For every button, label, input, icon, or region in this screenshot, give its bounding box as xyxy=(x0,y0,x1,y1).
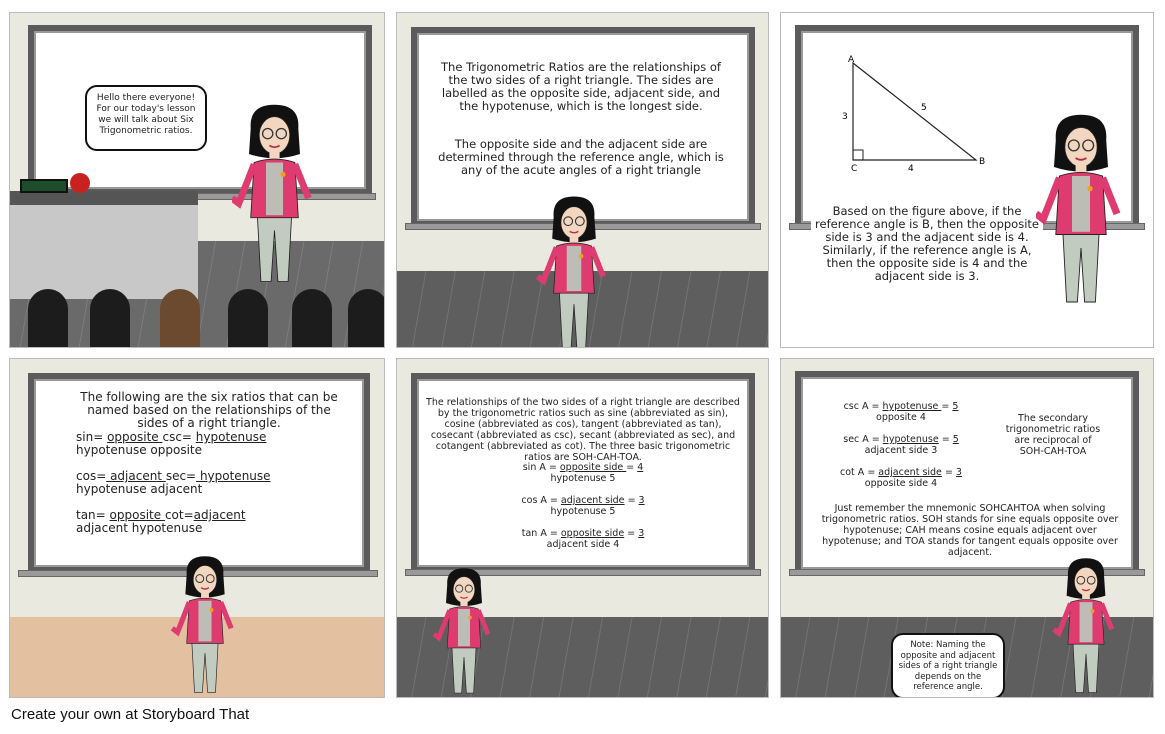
ratio-part: csc A = xyxy=(843,401,883,412)
teacher-illustration xyxy=(1031,557,1141,698)
ratio-part: adjacent side xyxy=(560,495,625,506)
ratio-part: hypotenuse 5 xyxy=(550,506,616,517)
triangle-shape xyxy=(853,63,976,160)
secondary-ratios-note: The secondary trigonometric ratios are reciprocal of SOH-CAH-TOA xyxy=(1005,413,1101,457)
student xyxy=(228,289,268,347)
teacher-illustration xyxy=(409,567,519,698)
speech-bubble xyxy=(891,633,1005,698)
ratio-denominators: hypotenuse opposite xyxy=(76,443,203,457)
teacher-desk xyxy=(10,191,198,299)
ratio-part: = xyxy=(626,462,638,473)
teacher-illustration xyxy=(150,555,260,698)
ratio-part: adjacent side 3 xyxy=(864,445,938,456)
ratio-sin xyxy=(423,462,743,484)
ratio-part: hypotenuse xyxy=(882,434,939,445)
ratio-part: 3 xyxy=(638,495,645,506)
bubble-text: Hello there everyone! For our today's lesson we will talk about Six Trigonometric ratios. xyxy=(96,93,196,136)
apple-icon xyxy=(70,173,90,193)
ratio-part: = xyxy=(938,434,953,445)
explanation-text: Based on the figure above, if the reference angle is B, then the opposite side is 3 and the adjacent side is 4. Similarly, if the reference angle is A, then the opposite side is 4 and the adjacent side is 3. xyxy=(811,205,1043,283)
panel-1 xyxy=(9,12,385,348)
ratio-denominators: adjacent hypotenuse xyxy=(76,521,203,535)
basic-ratios xyxy=(423,462,743,550)
student xyxy=(348,289,385,347)
ratio-part: sec A = xyxy=(843,434,883,445)
intro-text: The relationships of the two sides of a right triangle are described by the trigonometric ratios such as sine (abbreviated as sin), cosine (abbreviated as cos), tangent (abbreviated as tan), cosecant (abbreviated as csc), secant (abbreviated as sec), and cotangent (abbreviated as cot). The three basic trigonometric ratios are SOH-CAH-TOA. xyxy=(426,397,740,463)
six-ratios-list xyxy=(76,431,271,535)
teacher-illustration xyxy=(1036,113,1126,348)
student xyxy=(28,289,68,347)
ratio-sec xyxy=(831,434,971,456)
ratio-part: hypotenuse xyxy=(882,401,942,412)
definition-text: The Trigonometric Ratios are the relationships of the two sides of a right triangle. The sides are labelled as the opposite side, adjacent side, and the hypotenuse, which is the longest side. xyxy=(441,60,721,113)
ratio-part: hypotenuse 5 xyxy=(550,473,616,484)
ratio-part: 4 xyxy=(637,462,644,473)
vertex-b-label: B xyxy=(979,157,986,167)
side-cb-label: 4 xyxy=(908,164,914,174)
ratio-part: adjacent side 4 xyxy=(546,539,620,550)
ratio-part: 5 xyxy=(952,434,959,445)
ratio-part: 5 xyxy=(952,401,959,412)
ratio-part: = xyxy=(941,467,956,478)
ratio-cos xyxy=(423,495,743,517)
ratio-part: opposite xyxy=(107,430,163,444)
student xyxy=(160,289,200,347)
book-icon xyxy=(20,179,68,193)
teacher-character xyxy=(1031,557,1141,698)
ratio-part: cos= xyxy=(76,469,107,483)
ratio-part: 3 xyxy=(955,467,962,478)
student xyxy=(292,289,332,347)
panel-2 xyxy=(396,12,769,348)
ratio-part: adjacent xyxy=(106,469,166,483)
ratio-part: = xyxy=(941,401,953,412)
reference-angle-text: The opposite side and the adjacent side are determined through the reference angle, which is any of the acute angles of a right triangle xyxy=(438,137,724,177)
intro-text: The following are the six ratios that can be named based on the relationships of the sides of a right triangle. xyxy=(80,390,338,430)
ratio-tan xyxy=(423,528,743,550)
panel-6 xyxy=(780,358,1154,698)
ratio-part: = xyxy=(624,528,639,539)
panel-4 xyxy=(9,358,385,698)
ratio-part: sin= xyxy=(76,430,108,444)
ratio-part: hypotenuse xyxy=(195,430,267,444)
teacher-illustration xyxy=(519,195,629,348)
ratio-part: tan A = xyxy=(521,528,561,539)
ratio-part: csc= xyxy=(162,430,196,444)
ratio-part: opposite side 4 xyxy=(864,478,938,489)
ratio-part: sin A = xyxy=(522,462,560,473)
teacher-character xyxy=(409,567,519,698)
ratio-part: tan= xyxy=(76,508,110,522)
ratio-part: 3 xyxy=(638,528,645,539)
speech-bubble xyxy=(85,85,207,151)
storyboard-footer-link[interactable]: Create your own at Storyboard That xyxy=(11,706,250,723)
ratio-part: hypotenuse xyxy=(196,469,271,483)
right-angle-mark xyxy=(853,150,863,160)
panel-3 xyxy=(780,12,1154,348)
bubble-text: Note: Naming the opposite and adjacent sides of a right triangle depends on the reference angle. xyxy=(898,640,998,692)
ratio-part: adjacent xyxy=(193,508,246,522)
side-ac-label: 3 xyxy=(842,112,848,122)
ratio-part: opposite side xyxy=(560,528,625,539)
teacher-character xyxy=(1036,113,1126,348)
ratio-part: adjacent side xyxy=(878,467,942,478)
ratio-denominators: hypotenuse adjacent xyxy=(76,482,203,496)
reciprocal-ratios xyxy=(831,401,971,489)
mnemonic-text: Just remember the mnemonic SOHCAHTOA when solving trigonometric ratios. SOH stands for sine equals opposite over hypotenuse; CAH means cosine equals adjacent over hypotenuse; and TOA stands for tangent equals opposite over adjacent. xyxy=(821,503,1119,558)
teacher-character xyxy=(150,555,260,698)
vertex-c-label: C xyxy=(851,164,858,174)
ratio-part: opposite 4 xyxy=(876,412,926,423)
side-ab-label: 5 xyxy=(921,103,927,113)
vertex-a-label: A xyxy=(848,55,855,65)
student xyxy=(90,289,130,347)
ratio-part: opposite xyxy=(109,508,165,522)
teacher-character xyxy=(519,195,629,348)
ratio-csc xyxy=(831,401,971,423)
ratio-cot xyxy=(831,467,971,489)
panel-5 xyxy=(396,358,769,698)
right-triangle-diagram xyxy=(836,53,996,178)
ratio-part: = xyxy=(624,495,639,506)
ratio-part: cot= xyxy=(164,508,194,522)
ratio-part: opposite side xyxy=(559,462,627,473)
ratio-part: sec= xyxy=(165,469,197,483)
ratio-part: cot A = xyxy=(840,467,879,478)
ratio-part: cos A = xyxy=(521,495,561,506)
